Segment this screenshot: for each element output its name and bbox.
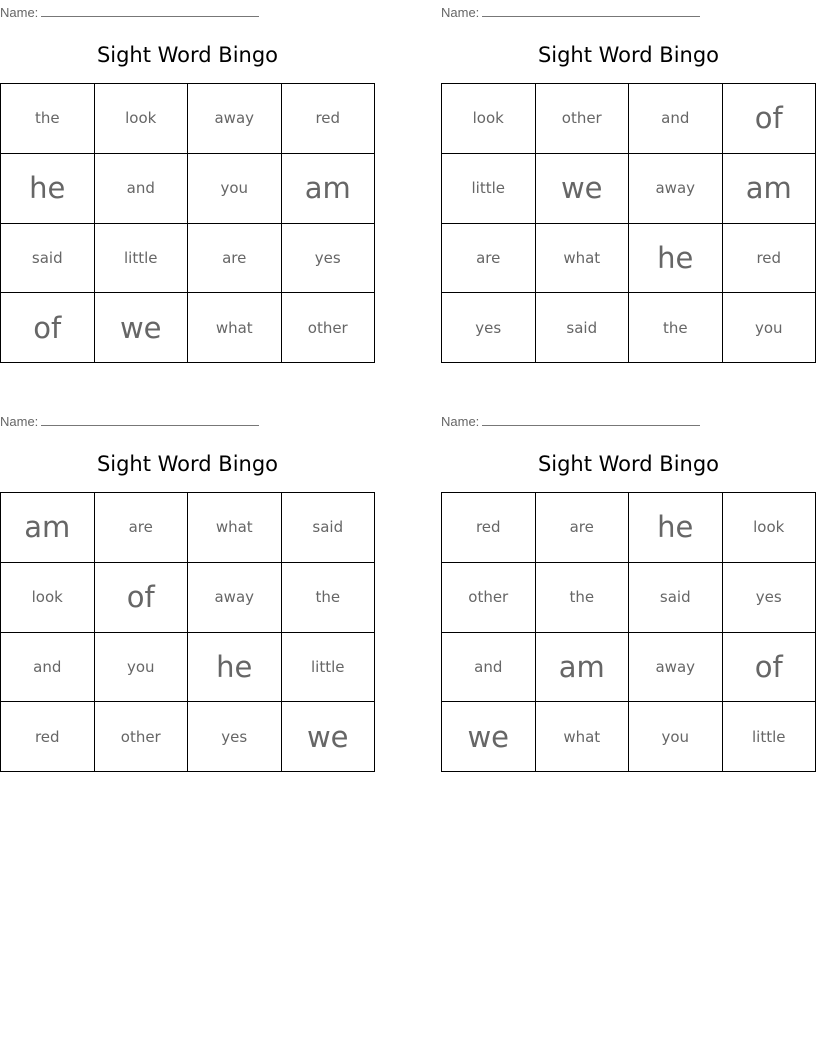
bingo-cell[interactable]: you	[95, 633, 189, 703]
bingo-cell[interactable]: said	[629, 563, 723, 633]
bingo-cell[interactable]: yes	[442, 293, 536, 363]
card-title: Sight Word Bingo	[96, 43, 279, 67]
name-label: Name:	[441, 5, 480, 20]
bingo-cell[interactable]: yes	[723, 563, 816, 633]
card-title: Sight Word Bingo	[537, 43, 720, 67]
bingo-cell[interactable]: of	[1, 293, 95, 363]
bingo-cell[interactable]: other	[282, 293, 376, 363]
bingo-cell[interactable]: other	[442, 563, 536, 633]
bingo-cell[interactable]: what	[188, 293, 282, 363]
bingo-cell[interactable]: what	[188, 493, 282, 563]
name-blank[interactable]	[41, 412, 259, 426]
bingo-cell[interactable]: red	[282, 84, 376, 154]
bingo-cell[interactable]: look	[95, 84, 189, 154]
bingo-cell[interactable]: little	[442, 154, 536, 224]
bingo-cell[interactable]: what	[536, 702, 630, 772]
bingo-cell[interactable]: red	[723, 224, 816, 294]
name-blank[interactable]	[41, 3, 259, 17]
bingo-cell[interactable]: and	[95, 154, 189, 224]
bingo-cell[interactable]: yes	[188, 702, 282, 772]
name-field	[441, 412, 700, 430]
bingo-cell[interactable]: and	[1, 633, 95, 703]
bingo-cell[interactable]: he	[629, 224, 723, 294]
bingo-cell[interactable]: am	[1, 493, 95, 563]
bingo-cell[interactable]: of	[95, 563, 189, 633]
bingo-cell[interactable]: said	[1, 224, 95, 294]
name-blank[interactable]	[482, 3, 700, 17]
bingo-cell[interactable]: he	[188, 633, 282, 703]
bingo-cell[interactable]: are	[536, 493, 630, 563]
bingo-cell[interactable]: you	[723, 293, 816, 363]
bingo-cell[interactable]: look	[723, 493, 816, 563]
bingo-cell[interactable]: the	[536, 563, 630, 633]
bingo-cell[interactable]: red	[1, 702, 95, 772]
bingo-cell[interactable]: you	[629, 702, 723, 772]
bingo-grid	[441, 83, 816, 363]
bingo-cell[interactable]: said	[536, 293, 630, 363]
name-label: Name:	[0, 414, 39, 429]
card-title: Sight Word Bingo	[537, 452, 720, 476]
bingo-cell[interactable]: he	[1, 154, 95, 224]
card-title: Sight Word Bingo	[96, 452, 279, 476]
bingo-cell[interactable]: are	[442, 224, 536, 294]
bingo-cell[interactable]: and	[629, 84, 723, 154]
bingo-cell[interactable]: look	[1, 563, 95, 633]
name-field	[441, 3, 700, 21]
bingo-grid	[0, 492, 375, 772]
bingo-cell[interactable]: said	[282, 493, 376, 563]
bingo-cell[interactable]: of	[723, 84, 816, 154]
bingo-cell[interactable]: away	[188, 84, 282, 154]
bingo-cell[interactable]: little	[723, 702, 816, 772]
bingo-cell[interactable]: am	[723, 154, 816, 224]
bingo-cell[interactable]: what	[536, 224, 630, 294]
bingo-grid	[0, 83, 375, 363]
bingo-cell[interactable]: we	[282, 702, 376, 772]
bingo-cell[interactable]: little	[282, 633, 376, 703]
name-field	[0, 412, 259, 430]
bingo-cell[interactable]: the	[1, 84, 95, 154]
bingo-grid	[441, 492, 816, 772]
bingo-cell[interactable]: the	[282, 563, 376, 633]
bingo-cell[interactable]: little	[95, 224, 189, 294]
bingo-cell[interactable]: and	[442, 633, 536, 703]
name-label: Name:	[441, 414, 480, 429]
bingo-cell[interactable]: away	[629, 154, 723, 224]
bingo-cell[interactable]: are	[188, 224, 282, 294]
bingo-cell[interactable]: of	[723, 633, 816, 703]
name-blank[interactable]	[482, 412, 700, 426]
bingo-cell[interactable]: away	[629, 633, 723, 703]
bingo-cell[interactable]: you	[188, 154, 282, 224]
bingo-cell[interactable]: we	[536, 154, 630, 224]
bingo-cell[interactable]: red	[442, 493, 536, 563]
bingo-cell[interactable]: we	[95, 293, 189, 363]
bingo-cell[interactable]: the	[629, 293, 723, 363]
bingo-cell[interactable]: we	[442, 702, 536, 772]
bingo-cell[interactable]: are	[95, 493, 189, 563]
bingo-cell[interactable]: look	[442, 84, 536, 154]
name-label: Name:	[0, 5, 39, 20]
bingo-cell[interactable]: other	[536, 84, 630, 154]
bingo-cell[interactable]: yes	[282, 224, 376, 294]
bingo-cell[interactable]: he	[629, 493, 723, 563]
bingo-cell[interactable]: am	[536, 633, 630, 703]
bingo-cell[interactable]: away	[188, 563, 282, 633]
bingo-cell[interactable]: am	[282, 154, 376, 224]
name-field	[0, 3, 259, 21]
bingo-cell[interactable]: other	[95, 702, 189, 772]
